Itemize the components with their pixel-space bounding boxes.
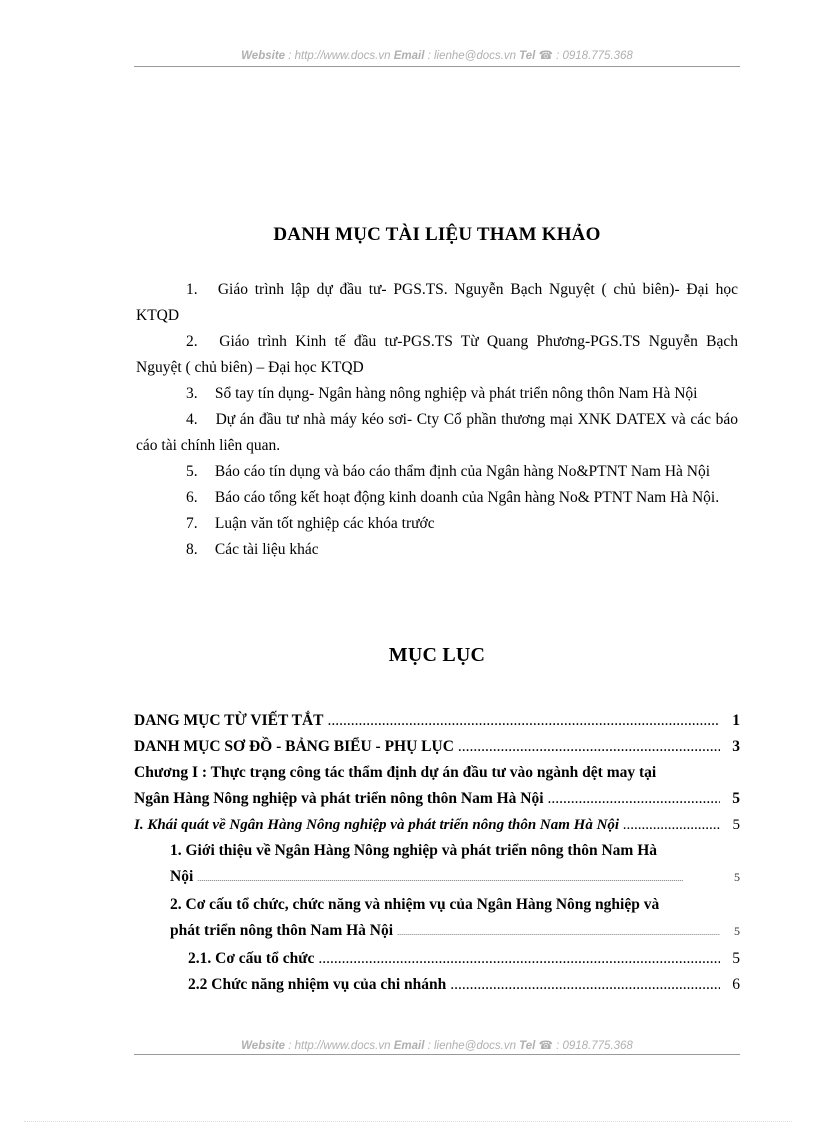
toc-entry-label: I. Khái quát về Ngân Hàng Nông nghiệp và phát triển nông thôn Nam Hà Nội [134, 817, 620, 833]
toc-entry-label: 2.1. Cơ cấu tổ chức [188, 950, 315, 967]
reference-text: Các tài liệu khác [214, 541, 319, 558]
toc-entry-label: 2.2 Chức năng nhiệm vụ của chi nhánh [188, 976, 447, 993]
toc-entry-label-cont: phát triển nông thôn Nam Hà Nội [170, 922, 394, 939]
toc-entry[interactable] [134, 734, 740, 760]
reference-item [136, 381, 738, 407]
toc-entry[interactable] [134, 708, 740, 734]
toc-entry-label-cont: Nội [170, 868, 194, 885]
footer-website-value[interactable]: : http://www.docs.vn [285, 1040, 394, 1052]
toc-title: MỤC LỤC [388, 644, 486, 666]
toc-page-number: 5 [732, 817, 740, 833]
toc-entry-label-cont: Ngân Hàng Nông nghiệp và phát triển nông thôn Nam Hà Nội [134, 790, 544, 807]
page-bottom-border [24, 1121, 792, 1122]
header-website-value[interactable]: : http://www.docs.vn [285, 50, 394, 62]
reference-item [136, 407, 738, 459]
reference-number: 1. [186, 281, 198, 298]
reference-text: Báo cáo tín dụng và báo cáo thẩm định của Ngân hàng No&PTNT Nam Hà Nội [214, 463, 711, 480]
reference-number: 2. [186, 333, 198, 350]
reference-item [136, 329, 738, 381]
page-header [134, 48, 740, 62]
toc-entry[interactable] [134, 760, 740, 812]
page-footer [134, 1038, 740, 1052]
reference-number: 8. [186, 541, 198, 558]
reference-text: Giáo trình lập dự đầu tư- PGS.TS. Nguyễn Bạch Nguyệt ( chủ biên)- Đại học KTQD [136, 281, 739, 324]
reference-item [136, 459, 738, 485]
reference-text: Luận văn tốt nghiệp các khóa trước [214, 515, 435, 532]
toc-page-number: 5 [734, 870, 740, 884]
footer-email-value[interactable]: : lienhe@docs.vn [424, 1040, 520, 1052]
reference-text: Báo cáo tổng kết hoạt động kinh doanh của Ngân hàng No& PTNT Nam Hà Nội. [214, 489, 720, 506]
toc-entry-label: Chương I : Thực trạng công tác thẩm định dự án đầu tư vào ngành dệt may tại [134, 764, 657, 781]
toc-entry[interactable] [134, 838, 740, 892]
footer-email-label: Email [393, 1040, 425, 1052]
reference-text: Dự án đầu tư nhà máy kéo sơi- Cty Cổ phần thương mại XNK DATEX và các báo cáo tài chính liên quan. [136, 411, 739, 454]
toc-entry[interactable] [134, 946, 740, 972]
toc-page-number: 5 [734, 924, 740, 938]
toc-page-number: 6 [732, 976, 740, 993]
toc-entry[interactable] [134, 892, 740, 946]
table-of-contents [134, 708, 740, 998]
toc-page-number: 5 [732, 790, 740, 807]
header-email-label: Email [393, 50, 425, 62]
toc-page-number: 1 [732, 712, 740, 729]
header-divider [134, 66, 740, 67]
references-list [136, 277, 738, 563]
toc-entry[interactable] [134, 812, 740, 838]
toc-page-number: 5 [732, 950, 740, 967]
header-tel-value: ☎ : 0918.775.368 [535, 50, 633, 62]
toc-page-number: 3 [732, 738, 740, 755]
references-title: DANH MỤC TÀI LIỆU THAM KHẢO [273, 224, 601, 245]
reference-text: Sổ tay tín dụng- Ngân hàng nông nghiệp và phát triển nông thôn Nam Hà Nội [214, 385, 698, 402]
footer-divider [134, 1054, 740, 1055]
toc-entry-label: 1. Giới thiệu về Ngân Hàng Nông nghiệp và phát triển nông thôn Nam Hà [170, 842, 658, 859]
reference-number: 4. [186, 411, 198, 428]
reference-number: 5. [186, 463, 198, 480]
header-tel-label: Tel [519, 50, 536, 62]
reference-item [136, 485, 738, 511]
footer-website-label: Website [241, 1040, 286, 1052]
toc-entry-label: 2. Cơ cấu tổ chức, chức năng và nhiệm vụ của Ngân Hàng Nông nghiệp và [170, 896, 660, 913]
reference-text: Giáo trình Kinh tế đầu tư-PGS.TS Từ Quang Phương-PGS.TS Nguyễn Bạch Nguyệt ( chủ biên) – Đại học KTQD [136, 333, 738, 376]
footer-tel-value: ☎ : 0918.775.368 [535, 1040, 633, 1052]
reference-item [136, 511, 738, 537]
header-website-label: Website [241, 50, 286, 62]
reference-number: 6. [186, 489, 198, 506]
toc-entry-label: DANG MỤC TỪ VIẾT TẮT [134, 712, 324, 729]
toc-entry[interactable] [134, 972, 740, 998]
footer-tel-label: Tel [519, 1040, 536, 1052]
reference-item [136, 537, 738, 563]
toc-entry-label: DANH MỤC SƠ ĐỒ - BẢNG BIỂU - PHỤ LỤC [134, 738, 454, 755]
reference-number: 3. [186, 385, 198, 402]
header-email-value[interactable]: : lienhe@docs.vn [424, 50, 520, 62]
reference-number: 7. [186, 515, 198, 532]
reference-item [136, 277, 738, 329]
